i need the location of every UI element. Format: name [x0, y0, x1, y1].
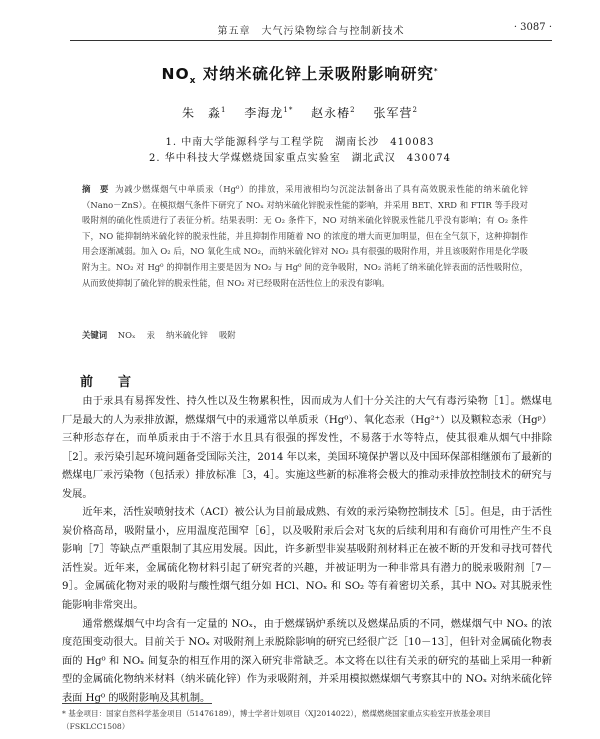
abstract-label: 摘 要	[82, 184, 110, 194]
title-text-pre: NO	[161, 65, 190, 83]
author-name: 张军营	[373, 106, 413, 120]
footnote: * 基金项目：国家自然科学基金项目（51476189），博士学者计划项目（XJ2014022），燃煤燃烧国家重点实验室开放基金项目（FSKLCC1508）	[62, 709, 491, 731]
header-rule	[70, 40, 552, 41]
author-list	[0, 104, 600, 121]
title-footnote-mark: *	[433, 66, 439, 75]
keywords-label: 关键词	[82, 330, 108, 340]
abstract	[82, 182, 528, 291]
keywords	[82, 329, 528, 341]
title-subscript: x	[189, 76, 197, 87]
running-head-title: 第五章 大气污染物综合与控制新技术	[217, 26, 405, 37]
keyword: 纳米硫化锌	[166, 330, 208, 340]
title-text-post: 对纳米硫化锌上汞吸附影响研究	[196, 65, 434, 83]
paragraph: 通常燃煤烟气中均含有一定量的 NOₓ，由于燃煤锅炉系统以及燃煤品质的不同，燃煤烟气中 NOₓ 的浓度范围变动很大。目前关于 NOₓ 对吸附剂上汞脱除影响的研究已经很广泛［10－13］，但针对金属硫化物表面的 Hg⁰ 和 NOₓ 间复杂的相互作用的深入研究非常缺乏。本文将在以往有关汞的研究的基础上采用一种新型的金属硫化物纳米材料（纳米硫化锌）作为汞吸附剂，并采用模拟燃煤烟气考察其中的 NOₓ 对纳米硫化锌表面 Hg⁰ 的吸附影响及其机制。	[62, 618, 552, 704]
author-name: 李海龙	[244, 106, 284, 120]
keyword: 汞	[146, 330, 155, 340]
author-affil-mark: 1*	[283, 106, 294, 114]
footnote-rule	[62, 703, 212, 704]
author-affil-mark: 2	[412, 106, 418, 114]
author-name: 赵永椿	[311, 106, 351, 120]
paragraph: 由于汞具有易挥发性、持久性以及生物累积性，因而成为人们十分关注的大气有毒污染物［1］。燃煤电厂是最大的人为汞排放源，燃煤烟气中的汞通常以单质汞（Hg⁰）、氧化态汞（Hg²⁺）以及颗粒态汞（Hgᵖ）三种形态存在，而单质汞由于不溶于水且具有很强的挥发性，不易落于水等特点，使其很难从烟气中排除［2］。汞污染引起环境问题备受国际关注，2014 年以来，美国环境保护署以及中国环保部相继颁布了最新的燃煤电厂汞污染物（包括汞）排放标准［3，4］。实施这些新的标准将会极大的推动汞排放控制技术的研究与发展。	[62, 396, 552, 500]
affiliation-1: 1. 中南大学能源科学与工程学院 湖南长沙 410083	[165, 137, 435, 148]
author-affil-mark: 1	[221, 106, 227, 114]
keyword: NOₓ	[117, 330, 136, 340]
author-name: 朱 淼	[182, 106, 222, 120]
paragraph: 近年来，活性炭喷射技术（ACI）被公认为目前最成熟、有效的汞污染物控制技术［5］。但是，由于活性炭价格高昂，吸附量小，应用温度范围窄［6］，以及吸附汞后会对飞灰的后续利用和有商价可用性产生不良影响［7］等缺点严重限制了其应用发展。因此，许多新型非炭基吸附剂材料正在被不断的开发和寻找可替代活性炭。近年来，金属硫化物材料引起了研究者的兴趣，并被证明为一种非常具有潜力的脱汞吸附剂［7－9］。金属硫化物对汞的吸附与酸性烟气组分如 HCl、NOₓ 和 SO₂ 等有着密切关系，其中 NOₓ 对其脱汞性能影响非常突出。	[62, 507, 552, 612]
running-head	[70, 22, 552, 38]
abstract-text: 为减少燃煤烟气中单质汞（Hg⁰）的排放，采用液相均匀沉淀法制备出了具有高效脱汞性能的纳米硫化锌（Nano－ZnS）。在模拟烟气条件下研究了 NOₓ 对纳米硫化锌脱汞性能的影响，并采用 BET、XRD 和 FTIR 等手段对吸附剂的硫化性质进行了表征分析。结果表明：无 O₂ 条件下，NO 对纳米硫化锌脱汞性能几乎没有影响；有 O₂ 条件下，NO 能抑制纳米硫化锌的脱汞性能，并且抑制作用随着 NO 的浓度的增大而更加明显，但在全气氛下，这种抑制作用会逐渐减弱。加入 O₂ 后，NO 氧化生成 NO₂，而纳米硫化锌对 NO₂ 具有很强的吸附作用，并且该吸附作用是化学吸附为主。NO₂ 对 Hg⁰ 的抑制作用主要是因为 NO₂ 与 Hg⁰ 间的竞争吸附，NO₂ 消耗了纳米硫化锌表面的活性吸附位，从而致使抑制了硫化锌的脱汞性能，但 NO₂ 对已经吸附在活性位上的汞没有影响。	[82, 184, 528, 288]
page-number: · 3087 ·	[513, 22, 552, 33]
affiliation-2: 2. 华中科技大学煤燃烧国家重点实验室 湖北武汉 430074	[149, 153, 451, 164]
section-heading-introduction: 前 言	[80, 375, 138, 390]
body-text	[62, 393, 552, 708]
keyword: 吸附	[218, 330, 236, 340]
paper-title	[0, 62, 600, 86]
author-affil-mark: 2	[350, 106, 356, 114]
